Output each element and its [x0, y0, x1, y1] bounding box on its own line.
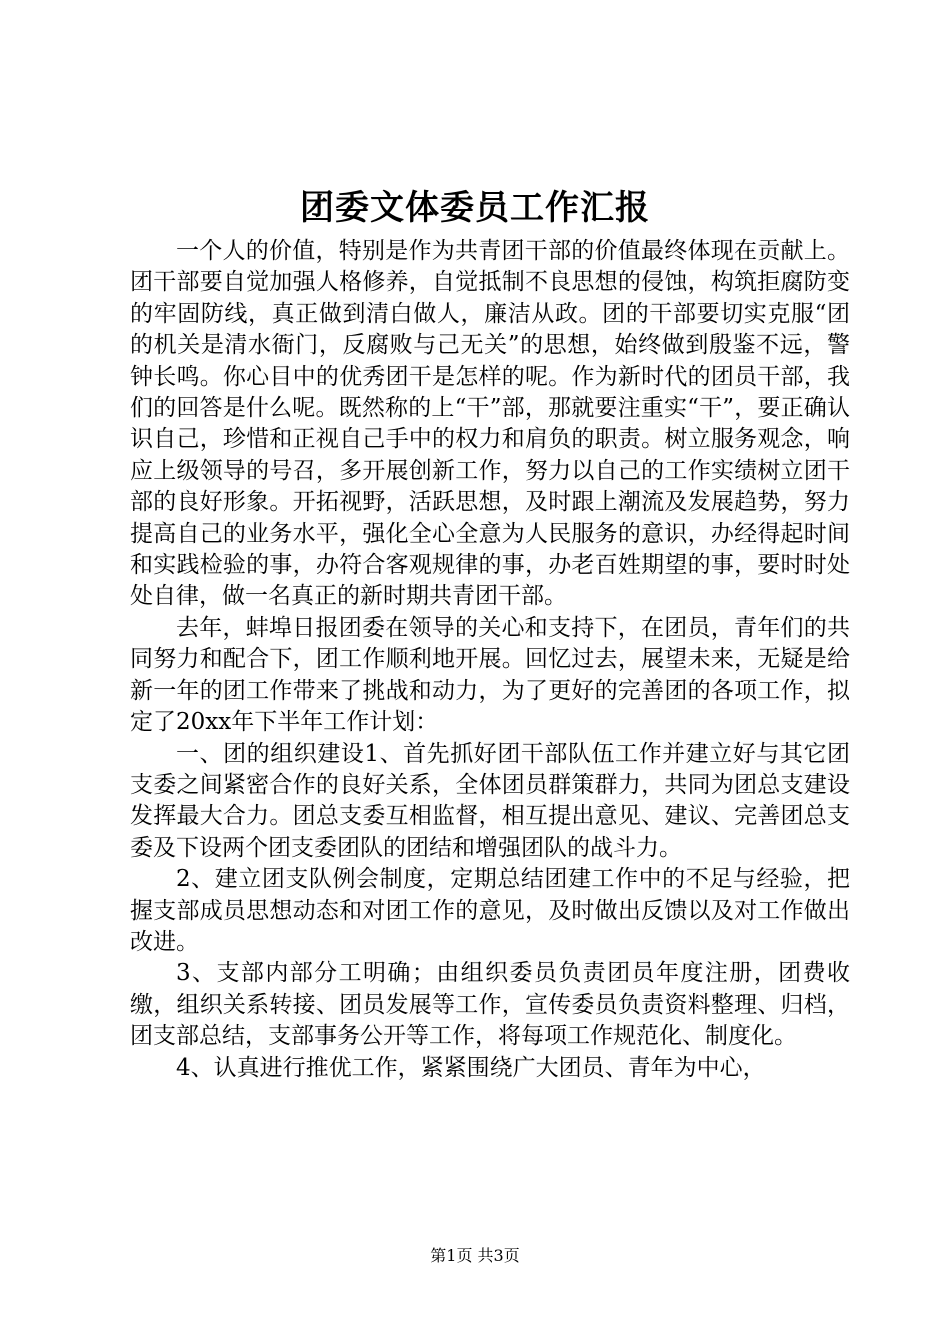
paragraph: 2、建立团支队例会制度，定期总结团建工作中的不足与经验，把握支部成员思想动态和对团工作的意见，及时做出反馈以及对工作做出改进。: [130, 866, 850, 955]
document-title: 团委文体委员工作汇报: [300, 188, 650, 228]
document-body: [130, 236, 850, 1084]
paragraph: 4、认真进行推优工作，紧紧围绕广大团员、青年为中心，: [176, 1054, 766, 1081]
paragraph: 去年，蚌埠日报团委在领导的关心和支持下，在团员，青年们的共同努力和配合下，团工作顺利地开展。回忆过去，展望未来，无疑是给新一年的团工作带来了挑战和动力，为了更好的完善团的各项工作，拟定了20xx年下半年工作计划：: [130, 614, 850, 736]
page-number: 第1页 共3页: [430, 1246, 520, 1265]
paragraph: 一个人的价值，特别是作为共青团干部的价值最终体现在贡献上。团干部要自觉加强人格修养，自觉抵制不良思想的侵蚀，构筑拒腐防变的牢固防线，真正做到清白做人，廉洁从政。团的干部要切实克服“团的机关是清水衙门，反腐败与己无关”的思想，始终做到殷鉴不远，警钟长鸣。你心目中的优秀团干是怎样的呢。作为新时代的团员干部，我们的回答是什么呢。既然称的上“干”部，那就要注重实“干”，要正确认识自己，珍惜和正视自己手中的权力和肩负的职责。树立服务观念，响应上级领导的号召，多开展创新工作，努力以自己的工作实绩树立团干部的良好形象。开拓视野，活跃思想，及时跟上潮流及发展趋势，努力提高自己的业务水平，强化全心全意为人民服务的意识，办经得起时间和实践检验的事，办符合客观规律的事，办老百姓期望的事，要时时处处自律，做一名真正的新时期共青团干部。: [130, 238, 850, 610]
paragraph: 3、支部内部分工明确；由组织委员负责团员年度注册，团费收缴，组织关系转接、团员发展等工作，宣传委员负责资料整理、归档，团支部总结，支部事务公开等工作，将每项工作规范化、制度化。: [130, 960, 850, 1050]
paragraph: 一、团的组织建设1、首先抓好团干部队伍工作并建立好与其它团支委之间紧密合作的良好关系，全体团员群策群力，共同为团总支建设发挥最大合力。团总支委互相监督，相互提出意见、建议、完善团总支委及下设两个团支委团队的团结和增强团队的战斗力。: [130, 740, 850, 861]
